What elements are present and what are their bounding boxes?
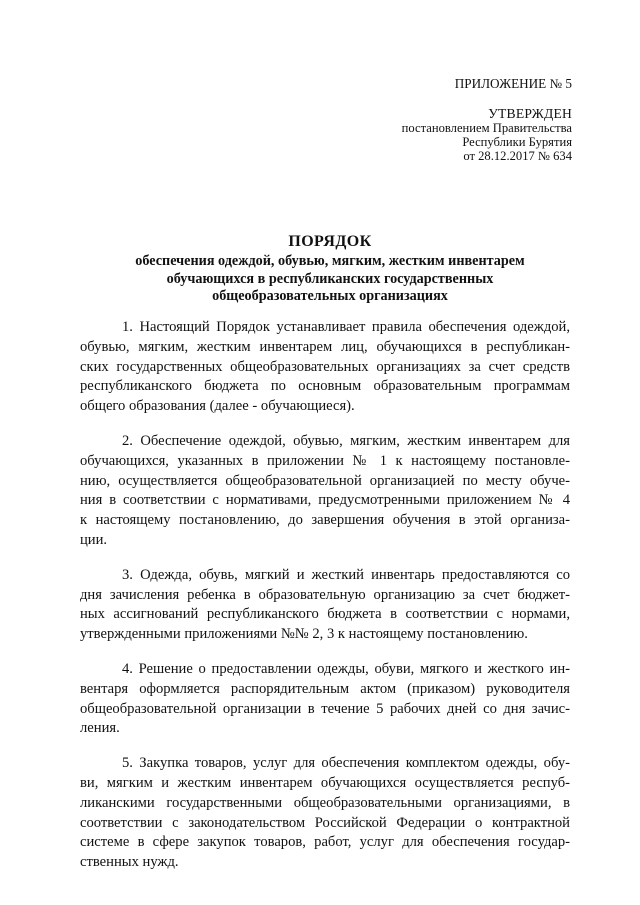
paragraph-line: 3. Одежда, обувь, мягкий и жесткий инвентарь предоставляются со: [122, 566, 570, 583]
title-subtitle-line: обучающихся в республиканских государственных: [166, 270, 494, 287]
paragraph-line: к настоящему постановлению, до завершения обучения в этой организа-: [80, 512, 570, 529]
annex-number: ПРИЛОЖЕНИЕ № 5: [454, 76, 572, 91]
approved-label: УТВЕРЖДЕН: [488, 106, 572, 121]
paragraph-line: системе в сфере закупок товаров, работ, услуг для обеспечения государ-: [80, 834, 570, 851]
document-body: [80, 318, 570, 888]
paragraph-3: [80, 566, 570, 645]
paragraph-5: [80, 754, 570, 873]
paragraph-line: 1. Настоящий Порядок устанавливает правила обеспечения одеждой,: [122, 319, 570, 335]
paragraph-line: ления.: [80, 720, 120, 737]
paragraph-line: ских государственных общеобразовательных организациях за счет средств: [80, 358, 570, 375]
approved-by: постановлением Правительства: [401, 121, 572, 135]
paragraph-line: 4. Решение о предоставлении одежды, обуви, мягкого и жесткого ин-: [122, 660, 570, 677]
paragraph-line: ции.: [80, 531, 108, 548]
paragraph-4: [80, 660, 570, 739]
title-subtitle-line: общеобразовательных организациях: [212, 288, 448, 304]
paragraph-line: обувью, мягким, жестким инвентарем лиц, обучающихся в республикан-: [80, 338, 570, 355]
paragraph-line: республиканского бюджета по основным образовательным программам: [80, 378, 570, 395]
title-main: ПОРЯДОК: [288, 233, 372, 250]
paragraph-line: ликанскими государственными общеобразовательными организациями, в: [80, 794, 570, 811]
paragraph-line: 2. Обеспечение одеждой, обувью, мягким, жестким инвентарем для: [122, 432, 570, 449]
approval-header: [402, 77, 572, 163]
paragraph-1: [80, 318, 570, 417]
paragraph-line: обучающихся, указанных в приложении № 1 к настоящему постановле-: [80, 452, 570, 469]
document-title: [70, 232, 590, 306]
paragraph-2: [80, 432, 570, 551]
paragraph-line: ви, мягким и жестким инвентарем обучающихся осуществляется респуб-: [80, 774, 570, 791]
paragraph-line: общего образования (далее - обучающиеся).: [80, 398, 355, 415]
paragraph-line: соответствии с законодательством Российской Федерации о контрактной: [80, 814, 570, 831]
title-subtitle-line: обеспечения одеждой, обувью, мягким, жестким инвентарем: [135, 253, 525, 269]
paragraph-line: ния в соответствии с нормативами, предусмотренными приложением № 4: [80, 492, 570, 509]
resolution-date-number: от 28.12.2017 № 634: [463, 149, 572, 163]
paragraph-line: утвержденными приложениями №№ 2, 3 к настоящему постановлению.: [80, 626, 528, 643]
paragraph-line: ных ассигнований республиканского бюджета в соответствии с нормами,: [80, 606, 570, 623]
paragraph-line: дня зачисления ребенка в образовательную организацию за счет бюджет-: [80, 586, 570, 603]
paragraph-line: нию, осуществляется общеобразовательной организацией по месту обуче-: [80, 472, 570, 489]
paragraph-line: вентаря оформляется распорядительным актом (приказом) руководителя: [80, 680, 570, 697]
paragraph-line: 5. Закупка товаров, услуг для обеспечения комплектом одежды, обу-: [122, 755, 570, 772]
region-name: Республики Бурятия: [462, 135, 572, 149]
paragraph-line: общеобразовательной организации в течение 5 рабочих дней со дня зачис-: [80, 700, 570, 717]
paragraph-line: ственных нужд.: [80, 854, 179, 871]
